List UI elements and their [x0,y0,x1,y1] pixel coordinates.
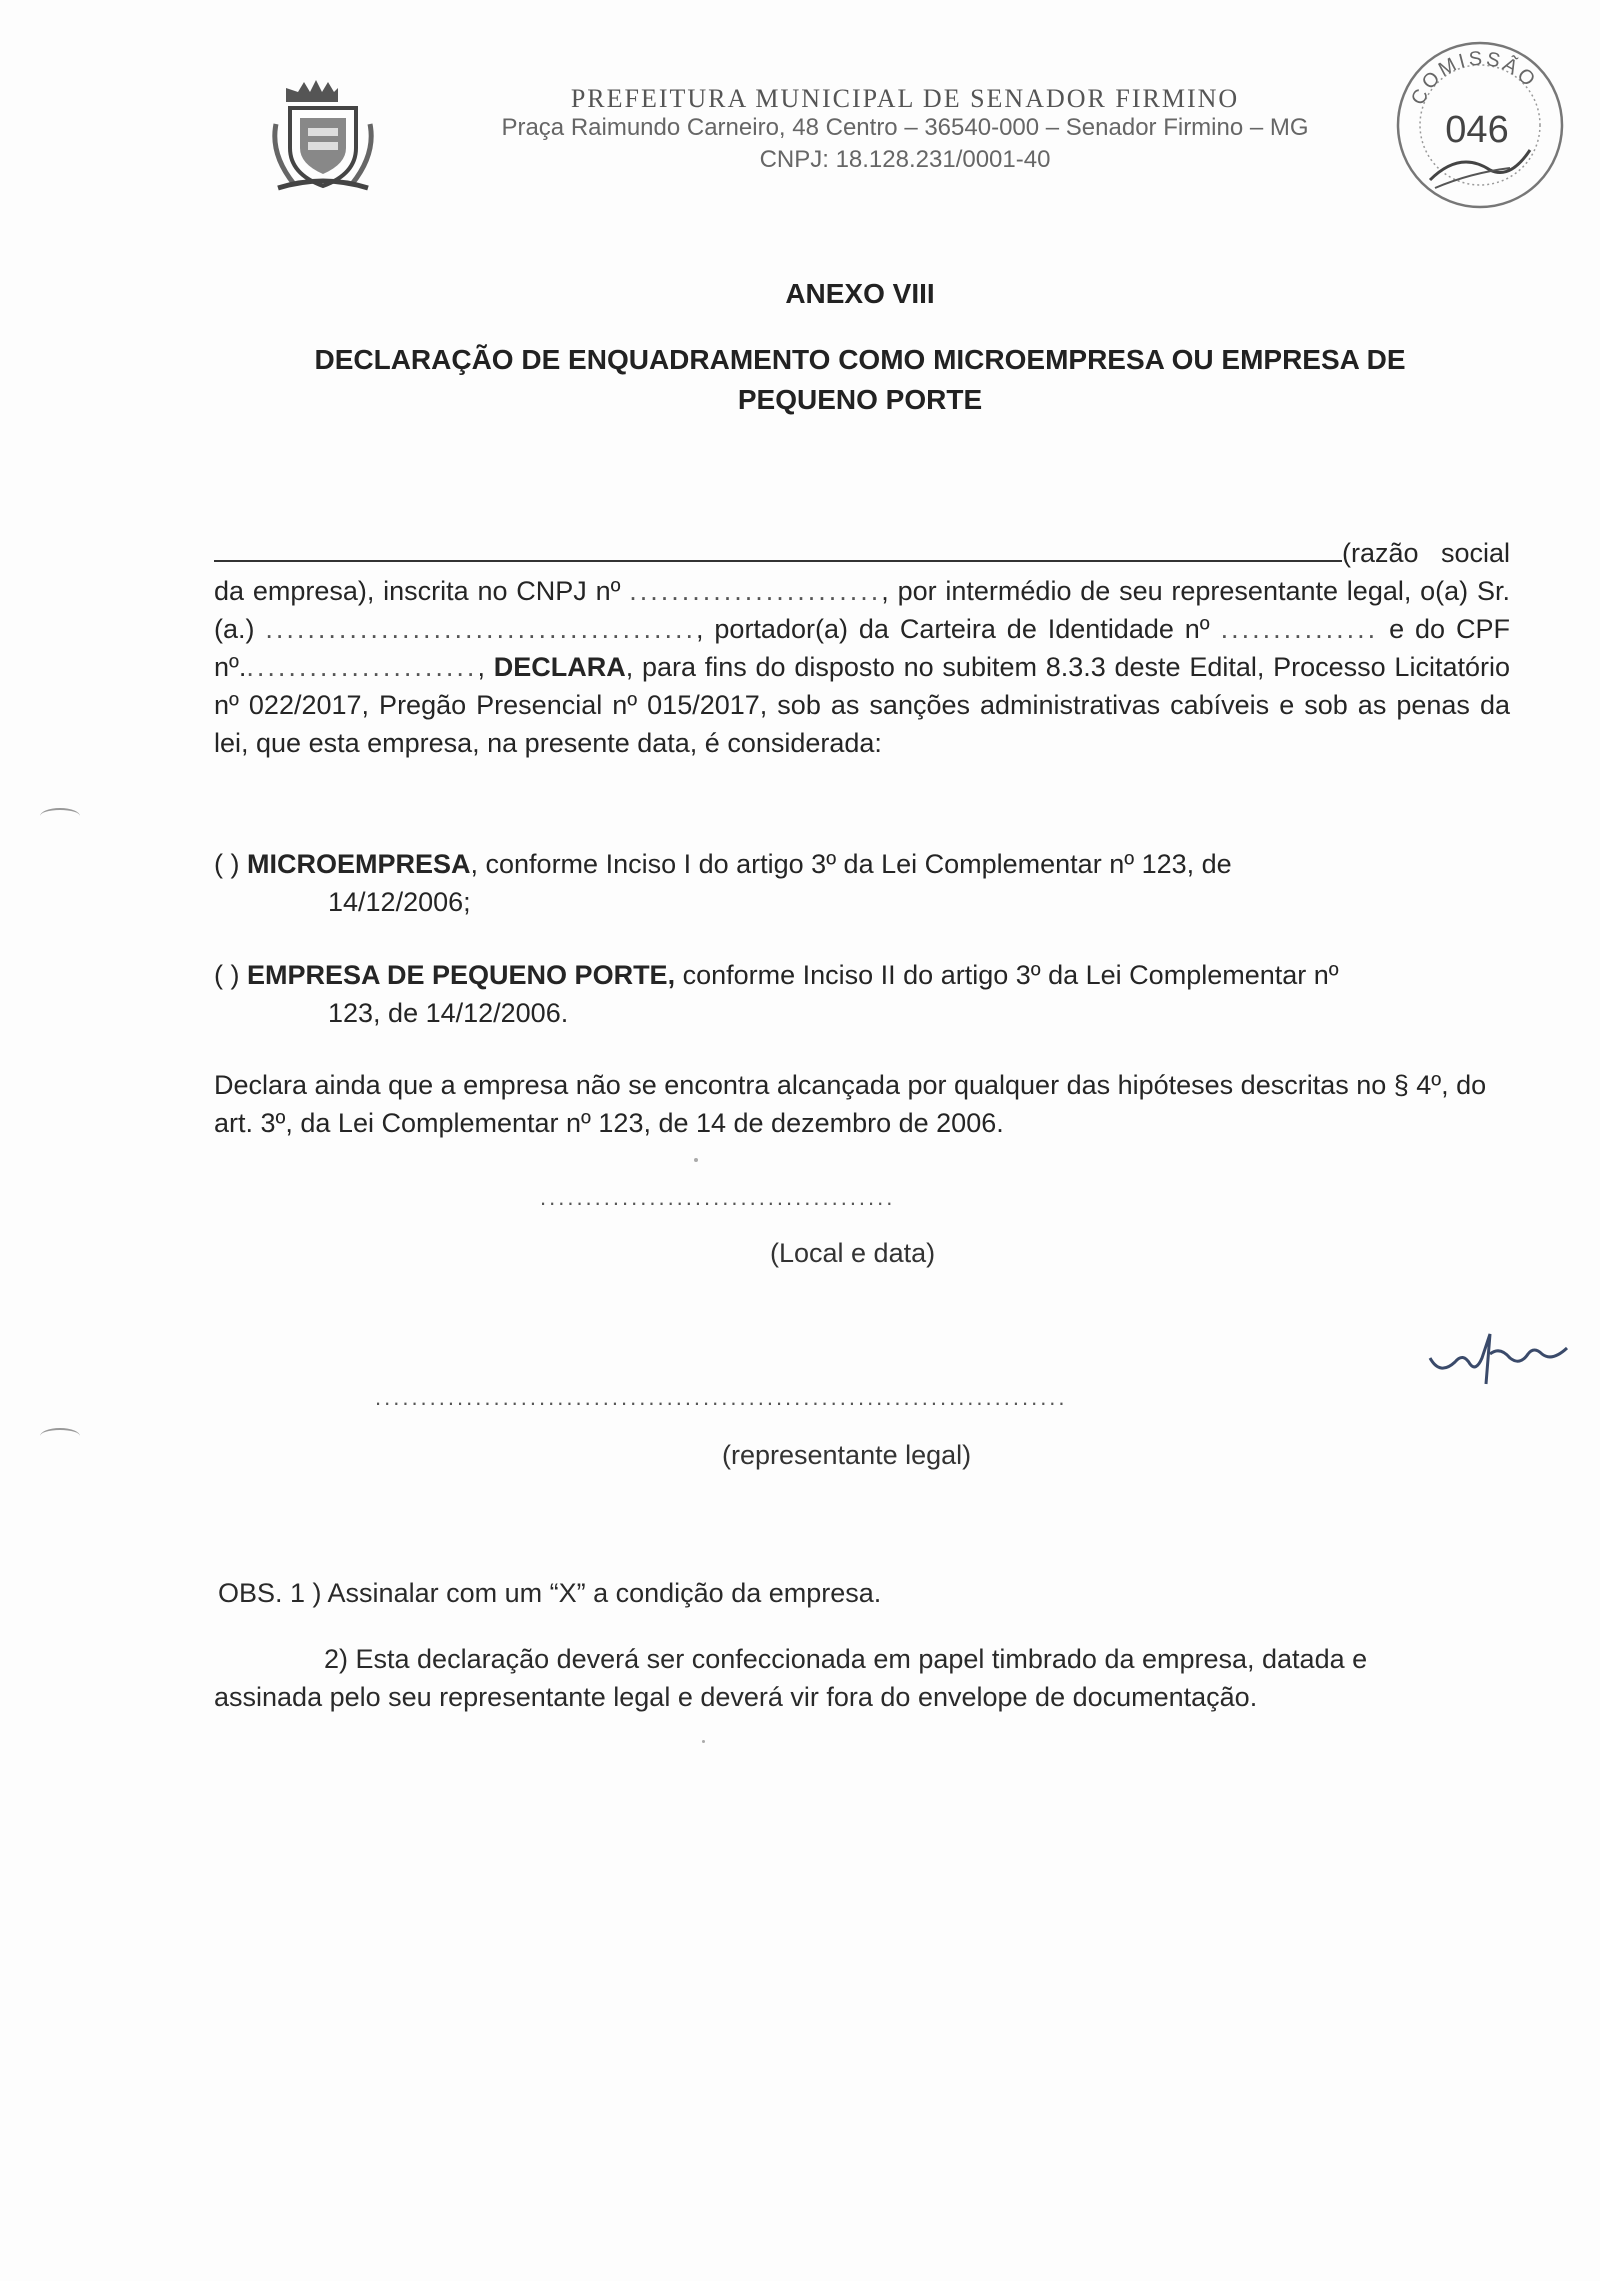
header-address: Praça Raimundo Carneiro, 48 Centro – 36540-000 – Senador Firmino – MG [501,114,1309,141]
identity-text: da Carteira de Identidade nº [858,614,1210,644]
additional-declaration: Declara ainda que a empresa não se encontra alcançada por qualquer das hipóteses descritas no § 4º, do art. 3º, da Lei Complementar nº 123, de 14 de dezembro de 2006. [214,1070,1487,1138]
declaration-title [230,340,1490,420]
scan-speck [702,1740,705,1743]
stamp-page-number: 046 [1445,109,1509,151]
representative-label: (representante legal) [722,1440,972,1470]
epp-date: 123, de 14/12/2006. [328,998,569,1028]
cpf-text: e do CPF nº. [214,614,1510,682]
header-cnpj: CNPJ: 18.128.231/0001-40 [759,146,1051,173]
declaration-paragraph: (razão social da empresa), inscrita no CNPJ nº ........................, por intermédio de seu representante legal, o(a) Sr.(a.) ........................................., portador(a) da Carteira de Identidade nº ............... e do CPF nº......................., DECLARA, para fins do disposto no subitem 8.3.3 deste Edital, Processo Licitatório nº 022/2017, Pregão Presencial nº 015/2017, sob as sanções administrativas cabíveis e sob as penas da lei, que esta empresa, na presente data, é considerada: [214,538,1510,758]
company-name-blank [214,538,1342,562]
social-text: social da empresa), inscrita no CNPJ nº [214,538,1510,606]
scan-mark [40,1428,80,1444]
identity-fill-dots: ............... [1220,614,1379,644]
stamp-text: COMISSÃO [1407,47,1542,109]
scan-speck [694,1158,698,1162]
local-date-line: ....................................... [540,1185,896,1210]
epp-checkbox: ( ) [214,960,240,990]
representative-fill-dots: ......................................... [265,614,696,644]
microempresa-text: , conforme Inciso I do artigo 3º da Lei Complementar nº 123, de [470,849,1232,879]
portador-text: , portador(a) [695,614,848,644]
header-title: PREFEITURA MUNICIPAL DE SENADOR FIRMINO [570,84,1240,113]
local-date-label: (Local e data) [770,1238,936,1268]
microempresa-date: 14/12/2006; [328,887,471,917]
epp-label: EMPRESA DE PEQUENO PORTE, [247,960,676,990]
declara-bold: DECLARA [493,652,626,682]
signature-line: ............................................................................ [375,1385,1068,1410]
obs-note-2-first: 2) Esta declaração deverá ser confeccionada em papel timbrado da empresa, datada e [324,1644,1368,1674]
cnpj-fill-dots: ........................ [629,576,882,606]
declaration-title-line2: PEQUENO PORTE [737,384,983,415]
declara-rest: , para fins do disposto no subitem 8.3.3 deste Edital, Processo Licitatório nº 022/2017, Pregão Presencial nº 015/2017, sob as sanções administrativas cabíveis e sob as penas da lei, que esta empresa, na presente data, é considerada: [214,652,1510,758]
cpf-fill-dots: ...................... [246,652,478,682]
option-epp [214,956,1510,1032]
intermedio-text: , por intermédio de seu [881,576,1163,606]
obs-note-2-rest: assinada pelo seu representante legal e deverá vir fora do envelope de documentação. [214,1682,1258,1712]
scan-mark [40,808,80,824]
coat-of-arms-icon [268,78,378,198]
svg-text:COMISSÃO [1407,48,1541,109]
annex-heading: ANEXO VIII [785,278,935,309]
representative-text: representante legal, o(a) Sr.(a.) [214,576,1510,644]
obs-note-1: OBS. 1 ) Assinalar com um “X” a condição da empresa. [218,1578,882,1608]
microempresa-checkbox: ( ) [214,849,240,879]
declaration-title-line1: DECLARAÇÃO DE ENQUADRAMENTO COMO MICROEMPRESA OU EMPRESA DE [314,344,1406,375]
option-microempresa [214,845,1510,921]
obs-note-2 [214,1640,1514,1716]
epp-text: conforme Inciso II do artigo 3º da Lei Complementar nº [675,960,1339,990]
razao-text: (razão [1342,538,1419,568]
rubric-signature-icon [1425,1318,1585,1388]
commission-stamp-icon [1385,30,1575,220]
microempresa-label: MICROEMPRESA [247,849,471,879]
